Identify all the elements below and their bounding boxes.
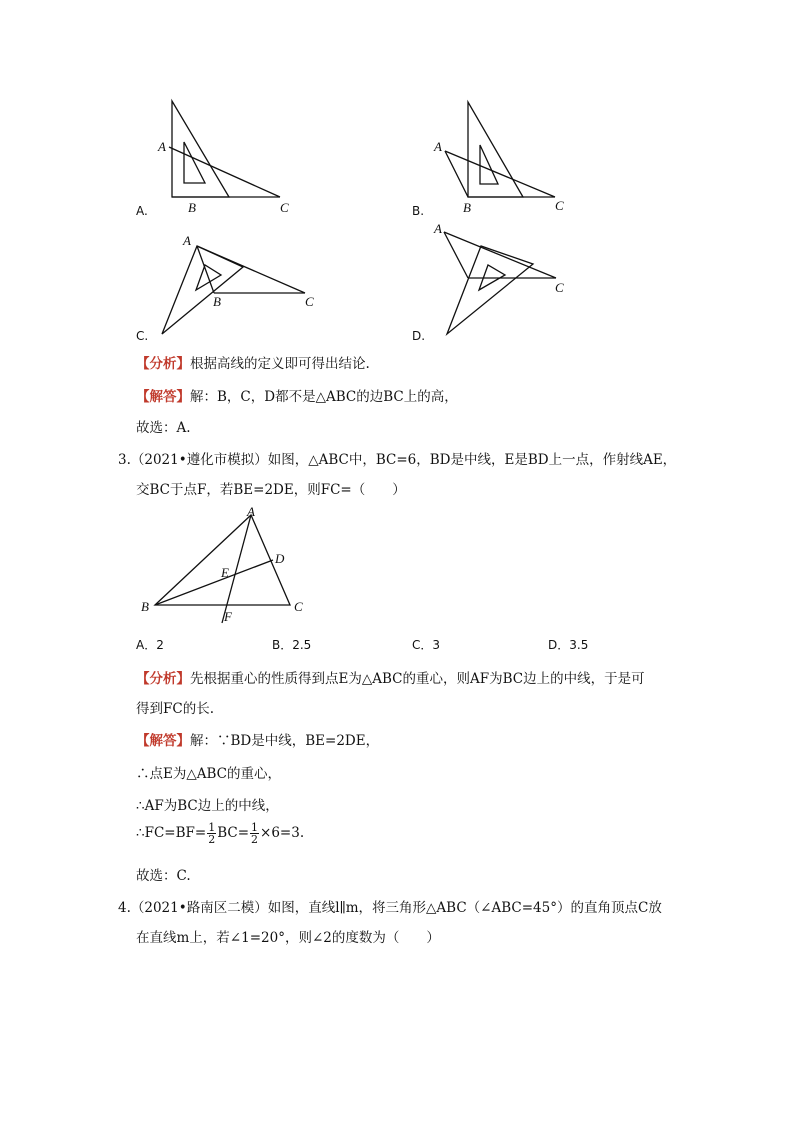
q4-stem-line1: 4.（2021•路南区二模）如图，直线l∥m，将三角形△ABC（∠ABC=45°）的直角顶点C放 bbox=[118, 900, 662, 916]
triangle-side-ab bbox=[445, 151, 468, 197]
step3-prefix: ∴FC=BF= bbox=[136, 825, 207, 841]
q3-step3 bbox=[136, 822, 304, 845]
label-b: B bbox=[463, 200, 471, 215]
label-c: C bbox=[280, 200, 289, 215]
q3-answer: 故选：C. bbox=[136, 868, 191, 884]
triangle-side-ab bbox=[444, 232, 468, 278]
solution-text: 解：∵BD是中线，BE=2DE， bbox=[190, 733, 380, 749]
set-square-inner-b bbox=[480, 145, 498, 184]
solution-text: 解：B，C，D都不是△ABC的边BC上的高， bbox=[190, 389, 458, 405]
analysis-tag: 【分析】 bbox=[136, 356, 190, 372]
q3-analysis-line1 bbox=[136, 667, 645, 687]
label-c: C bbox=[555, 198, 564, 213]
option-b-letter: B. bbox=[412, 204, 425, 218]
q3-stem-line1: 3.（2021•遵化市模拟）如图，△ABC中，BC=6，BD是中线，E是BD上一点，作射线AE， bbox=[118, 452, 677, 468]
step3-suffix: ×6=3. bbox=[260, 825, 305, 841]
q3-option-c: C．3 bbox=[412, 638, 441, 652]
q3-step2: ∴AF为BC边上的中线， bbox=[136, 798, 279, 814]
set-square-outer-d bbox=[447, 246, 533, 334]
figure-option-d bbox=[420, 220, 600, 340]
label-a: A bbox=[434, 221, 442, 236]
step3-mid: BC= bbox=[217, 825, 250, 841]
fraction-denominator: 2 bbox=[208, 833, 216, 846]
fraction-numerator: 1 bbox=[208, 821, 216, 834]
figure-option-a bbox=[150, 95, 310, 215]
label-d: D bbox=[275, 551, 285, 566]
analysis-tag: 【分析】 bbox=[136, 671, 190, 687]
fraction-one-half-2 bbox=[250, 822, 259, 845]
set-square-outer-c bbox=[162, 246, 243, 334]
label-a: A bbox=[434, 139, 442, 154]
q3-step1: ∴点E为△ABC的重心， bbox=[136, 766, 281, 782]
label-c: C bbox=[555, 280, 564, 295]
figure-q3 bbox=[135, 505, 325, 630]
fraction-one-half bbox=[207, 822, 216, 845]
label-b: B bbox=[188, 200, 196, 215]
figure-option-b bbox=[420, 95, 590, 215]
label-f: F bbox=[224, 609, 232, 624]
label-a: A bbox=[247, 504, 255, 519]
option-d-letter: D. bbox=[412, 329, 426, 343]
fraction-numerator: 1 bbox=[251, 821, 259, 834]
solution-tag: 【解答】 bbox=[136, 389, 190, 405]
figure-option-c bbox=[150, 230, 330, 340]
q4-stem-line2: 在直线m上，若∠1=20°，则∠2的度数为（ ） bbox=[136, 930, 440, 946]
q2-analysis bbox=[136, 352, 370, 372]
analysis-text: 根据高线的定义即可得出结论. bbox=[190, 356, 370, 372]
median-bd bbox=[155, 560, 273, 605]
q2-solution bbox=[136, 385, 458, 405]
label-c: C bbox=[305, 294, 314, 309]
label-c: C bbox=[294, 599, 303, 614]
q3-analysis-line2: 得到FC的长. bbox=[136, 701, 214, 717]
q3-option-b: B．2.5 bbox=[272, 638, 312, 652]
q3-solution bbox=[136, 729, 379, 749]
set-square-outer-b bbox=[468, 102, 523, 197]
triangle-side-ac bbox=[444, 232, 556, 278]
q3-option-d: D．3.5 bbox=[548, 638, 589, 652]
fraction-denominator: 2 bbox=[251, 833, 259, 846]
q3-option-a: A．2 bbox=[136, 638, 164, 652]
solution-tag: 【解答】 bbox=[136, 733, 190, 749]
option-c-letter: C. bbox=[136, 329, 149, 343]
option-a-letter: A. bbox=[136, 204, 148, 218]
q3-stem-line2: 交BC于点F，若BE=2DE，则FC=（ ） bbox=[136, 482, 406, 498]
q2-answer: 故选：A. bbox=[136, 420, 191, 436]
label-a: A bbox=[158, 139, 166, 154]
label-a: A bbox=[183, 233, 191, 248]
label-e: E bbox=[221, 565, 229, 580]
analysis-text: 先根据重心的性质得到点E为△ABC的重心，则AF为BC边上的中线，于是可 bbox=[190, 671, 645, 687]
triangle-abc bbox=[155, 515, 290, 605]
label-b: B bbox=[213, 294, 221, 309]
label-b: B bbox=[141, 599, 149, 614]
